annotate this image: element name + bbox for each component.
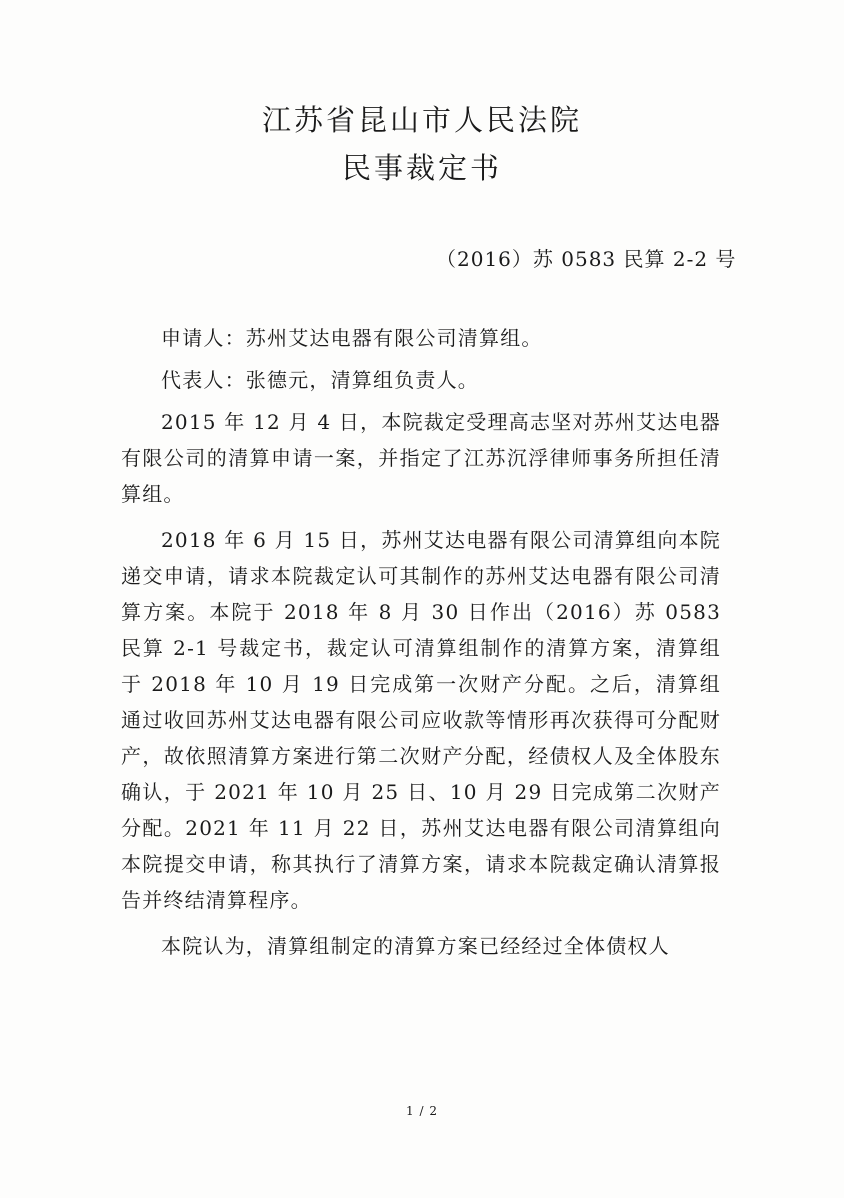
court-name-heading: 江苏省昆山市人民法院 (261, 103, 582, 137)
document-type-heading: 民事裁定书 (341, 151, 502, 185)
court-opinion-paragraph: 本院认为，清算组制定的清算方案已经经过全体债权人 (161, 934, 670, 958)
case-number: （2016）苏 0583 民算 2-2 号 (436, 247, 737, 271)
applicant-paragraph: 申请人：苏州艾达电器有限公司清算组。 (161, 326, 543, 350)
page-number: 1 / 2 (406, 1104, 438, 1118)
acceptance-paragraph: 2015 年 12 月 4 日，本院裁定受理高志坚对苏州艾达电器有限公司的清算申请一案，并指定了江苏沉浮律师事务所担任清算组。 (121, 410, 721, 506)
representative-paragraph: 代表人：张德元，清算组负责人。 (161, 368, 479, 392)
document-body (121, 320, 721, 974)
liquidation-history-paragraph: 2018 年 6 月 15 日，苏州艾达电器有限公司清算组向本院递交申请，请求本院裁定认可其制作的苏州艾达电器有限公司清算方案。本院于 2018 年 8 月 30 日作出（2016）苏 0583 民算 2-1 号裁定书，裁定认可清算组制作的清算方案，清算组于 2018 年 10 月 19 日完成第一次财产分配。之后，清算组通过收回苏州艾达电器有限公司应收款等情形再次获得可分配财产，故依照清算方案进行第二次财产分配，经债权人及全体股东确认，于 2021 年 10 月 25 日、10 月 29 日完成第二次财产分配。2021 年 11 月 22 日，苏州艾达电器有限公司清算组向本院提交申请，称其执行了清算方案，请求本院裁定确认清算报告并终结清算程序。 (121, 528, 721, 912)
